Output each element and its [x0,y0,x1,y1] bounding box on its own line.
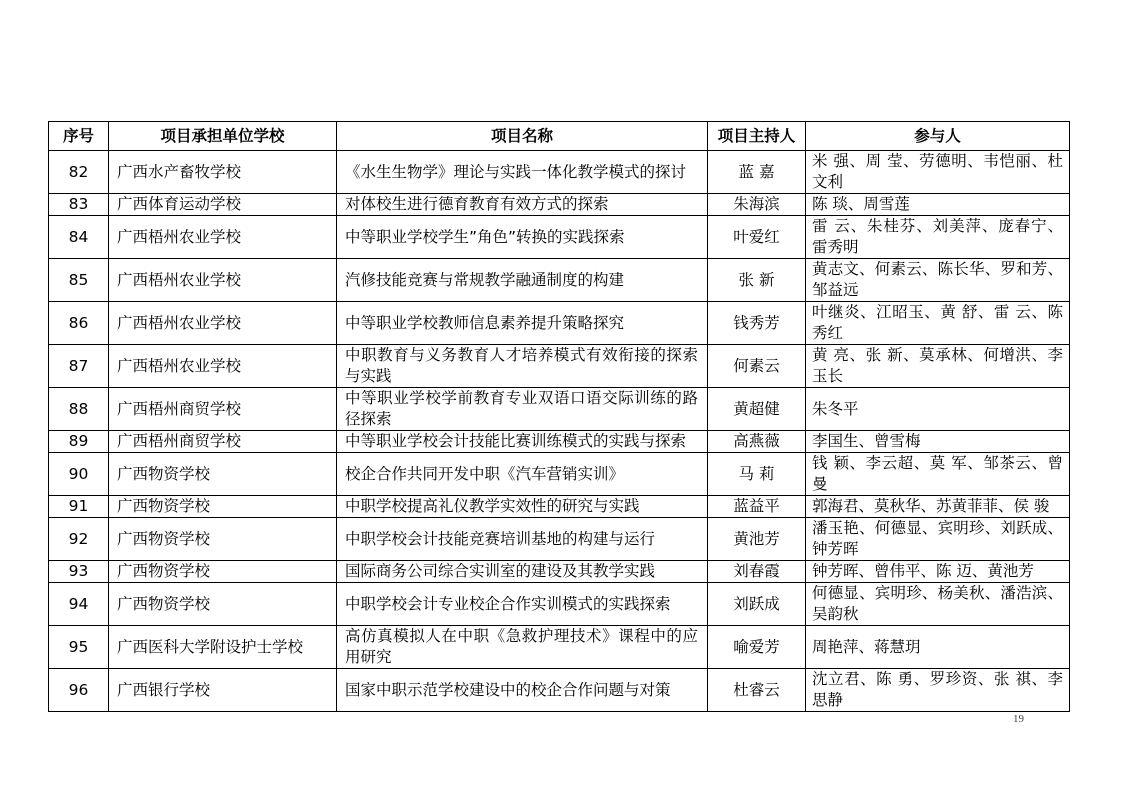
cell-leader: 杜睿云 [708,669,806,712]
cell-school: 广西梧州农业学校 [109,216,337,259]
cell-leader: 高燕薇 [708,431,806,453]
cell-members: 黄志文、何素云、陈长华、罗和芳、邹益远 [806,259,1070,302]
cell-members: 潘玉艳、何德显、宾明珍、刘跃成、钟芳晖 [806,518,1070,561]
cell-members: 何德显、宾明珍、杨美秋、潘浩滨、吴韵秋 [806,583,1070,626]
cell-project: 对体校生进行德育教育有效方式的探索 [337,194,708,216]
cell-no: 93 [49,561,109,583]
table-row [49,583,1070,626]
header-members: 参与人 [806,122,1070,151]
cell-members: 周艳萍、蒋慧玥 [806,626,1070,669]
cell-school: 广西银行学校 [109,669,337,712]
cell-members: 朱冬平 [806,388,1070,431]
cell-school: 广西物资学校 [109,453,337,496]
cell-school: 广西梧州商贸学校 [109,388,337,431]
cell-leader: 张 新 [708,259,806,302]
cell-project: 国家中职示范学校建设中的校企合作问题与对策 [337,669,708,712]
cell-members: 郭海君、莫秋华、苏黄菲菲、侯 骏 [806,496,1070,518]
cell-members: 黄 亮、张 新、莫承林、何增洪、李玉长 [806,345,1070,388]
cell-leader: 马 莉 [708,453,806,496]
cell-no: 89 [49,431,109,453]
cell-leader: 钱秀芳 [708,302,806,345]
cell-project: 校企合作共同开发中职《汽车营销实训》 [337,453,708,496]
cell-leader: 朱海滨 [708,194,806,216]
cell-leader: 蓝 嘉 [708,151,806,194]
cell-no: 88 [49,388,109,431]
cell-leader: 叶爱红 [708,216,806,259]
table-row [49,302,1070,345]
cell-school: 广西物资学校 [109,496,337,518]
cell-members: 钟芳晖、曾伟平、陈 迈、黄池芳 [806,561,1070,583]
cell-members: 陈 琰、周雪莲 [806,194,1070,216]
cell-school: 广西物资学校 [109,518,337,561]
cell-school: 广西梧州农业学校 [109,259,337,302]
table-row [49,151,1070,194]
cell-leader: 蓝益平 [708,496,806,518]
cell-leader: 黄池芳 [708,518,806,561]
cell-school: 广西梧州农业学校 [109,302,337,345]
cell-no: 85 [49,259,109,302]
table-row [49,669,1070,712]
cell-project: 中职教育与义务教育人才培养模式有效衔接的探索与实践 [337,345,708,388]
cell-members: 雷 云、朱桂芬、刘美萍、庞春宁、雷秀明 [806,216,1070,259]
cell-leader: 何素云 [708,345,806,388]
cell-project: 中等职业学校会计技能比赛训练模式的实践与探索 [337,431,708,453]
cell-members: 叶继炎、江昭玉、黄 舒、雷 云、陈秀红 [806,302,1070,345]
cell-no: 82 [49,151,109,194]
table-row [49,388,1070,431]
cell-school: 广西梧州农业学校 [109,345,337,388]
header-project: 项目名称 [337,122,708,151]
cell-no: 96 [49,669,109,712]
cell-project: 中职学校会计专业校企合作实训模式的实践探索 [337,583,708,626]
table-row [49,518,1070,561]
cell-no: 92 [49,518,109,561]
cell-school: 广西物资学校 [109,561,337,583]
table-row [49,194,1070,216]
cell-no: 91 [49,496,109,518]
cell-no: 95 [49,626,109,669]
cell-project: 高仿真模拟人在中职《急救护理技术》课程中的应用研究 [337,626,708,669]
cell-no: 83 [49,194,109,216]
cell-leader: 黄超健 [708,388,806,431]
table-row [49,216,1070,259]
cell-school: 广西体育运动学校 [109,194,337,216]
table-row [49,431,1070,453]
cell-project: 中等职业学校学生”角色”转换的实践探索 [337,216,708,259]
cell-project: 中等职业学校教师信息素养提升策略探究 [337,302,708,345]
table-header-row [49,122,1070,151]
table-row [49,496,1070,518]
cell-school: 广西医科大学附设护士学校 [109,626,337,669]
page-number: 19 [1013,713,1024,725]
cell-project: 中职学校提高礼仪教学实效性的研究与实践 [337,496,708,518]
table-row [49,453,1070,496]
cell-project: 国际商务公司综合实训室的建设及其教学实践 [337,561,708,583]
cell-no: 94 [49,583,109,626]
cell-members: 李国生、曾雪梅 [806,431,1070,453]
cell-school: 广西物资学校 [109,583,337,626]
cell-school: 广西梧州商贸学校 [109,431,337,453]
cell-leader: 刘跃成 [708,583,806,626]
cell-project: 中等职业学校学前教育专业双语口语交际训练的路径探索 [337,388,708,431]
cell-leader: 喻爱芳 [708,626,806,669]
cell-no: 90 [49,453,109,496]
cell-project: 《水生生物学》理论与实践一体化教学模式的探讨 [337,151,708,194]
cell-no: 86 [49,302,109,345]
header-school: 项目承担单位学校 [109,122,337,151]
cell-no: 87 [49,345,109,388]
cell-project: 汽修技能竞赛与常规教学融通制度的构建 [337,259,708,302]
cell-members: 钱 颖、李云超、莫 军、邹茶云、曾曼 [806,453,1070,496]
header-leader: 项目主持人 [708,122,806,151]
table-row [49,345,1070,388]
cell-school: 广西水产畜牧学校 [109,151,337,194]
cell-no: 84 [49,216,109,259]
project-table [48,121,1070,712]
table-row [49,561,1070,583]
cell-leader: 刘春霞 [708,561,806,583]
cell-project: 中职学校会计技能竞赛培训基地的构建与运行 [337,518,708,561]
table-row [49,626,1070,669]
header-no: 序号 [49,122,109,151]
table-row [49,259,1070,302]
cell-members: 沈立君、陈 勇、罗珍资、张 祺、李思静 [806,669,1070,712]
cell-members: 米 强、周 莹、劳德明、韦恺丽、杜文利 [806,151,1070,194]
